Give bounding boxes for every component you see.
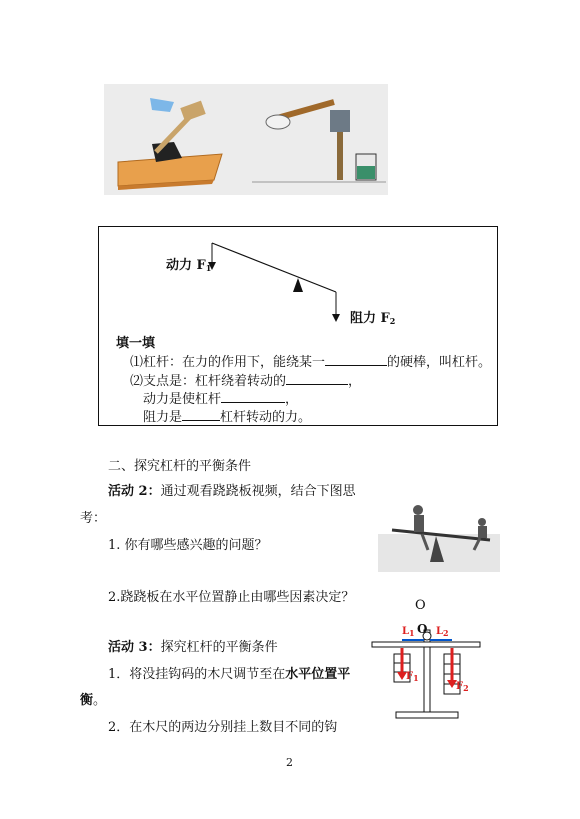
person-right-body <box>478 526 487 538</box>
activity2-cont: 考： <box>80 511 107 526</box>
blank-4[interactable] <box>182 408 220 421</box>
pivot-o-label: O <box>417 622 428 636</box>
question-2: 2.跷跷板在水平位置静止由哪些因素决定？ <box>108 590 355 605</box>
l1-label: $L_1$ <box>402 626 415 638</box>
pump-hand <box>266 115 290 129</box>
hand <box>180 101 205 122</box>
pump-post <box>337 132 343 180</box>
blank-1[interactable] <box>325 353 387 366</box>
stand-base <box>396 712 458 718</box>
lever-ruler <box>372 642 480 647</box>
activity3-line: 活动 3：探究杠杆的平衡条件 <box>108 640 278 655</box>
f1-label: $F_1$ <box>406 671 419 683</box>
resist-arrow-head <box>332 314 340 322</box>
activity2-line: 活动 2：通过观看跷跷板视频，结合下图思 <box>108 484 356 499</box>
question-1: 1. 你有哪些感兴趣的问题？ <box>108 538 268 553</box>
definition-line-3: 动力是使杠杆 ， <box>143 392 299 407</box>
definition-line-2: ⑵支点是：杠杆绕着转动的 ， <box>130 374 362 389</box>
step-1-cont: 衡。 <box>80 693 107 708</box>
definition-line-4: 阻力是 杠杆转动的力。 <box>143 410 312 425</box>
person-left-body <box>414 515 424 532</box>
pump-head <box>330 110 350 132</box>
blank-2[interactable] <box>286 372 348 385</box>
section-heading: 二、探究杠杆的平衡条件 <box>108 459 252 474</box>
step-2-line: 2．在木尺的两边分别挂上数目不同的钩 <box>108 720 338 735</box>
person-left-head <box>413 505 423 515</box>
resist-f2-label: 阻力 $F_2$ <box>350 311 396 326</box>
balance-top-o: O <box>415 598 426 613</box>
lever-photos <box>104 84 388 195</box>
sleeve <box>150 98 174 112</box>
definition-line-1: ⑴杠杆：在力的作用下，能绕某一 的硬棒，叫杠杆。 <box>130 355 492 370</box>
page-number: 2 <box>286 756 293 769</box>
step-1-line: 1．将没挂钩码的木尺调节至在水平位置平 <box>108 667 351 682</box>
fulcrum-triangle <box>293 278 303 292</box>
f2-label: $F_2$ <box>456 681 469 693</box>
bucket-water <box>357 166 375 179</box>
seesaw-figure <box>378 500 500 572</box>
lever-bar <box>212 243 336 292</box>
force-f1-label: 动力 $F_1$ <box>166 258 212 273</box>
l2-label: $L_2$ <box>436 626 449 638</box>
person-right-head <box>478 518 486 526</box>
fill-title: 填一填 <box>116 336 156 351</box>
lever-diagram <box>98 226 498 336</box>
lever-photo-figure <box>104 84 388 195</box>
blank-3[interactable] <box>221 390 285 403</box>
